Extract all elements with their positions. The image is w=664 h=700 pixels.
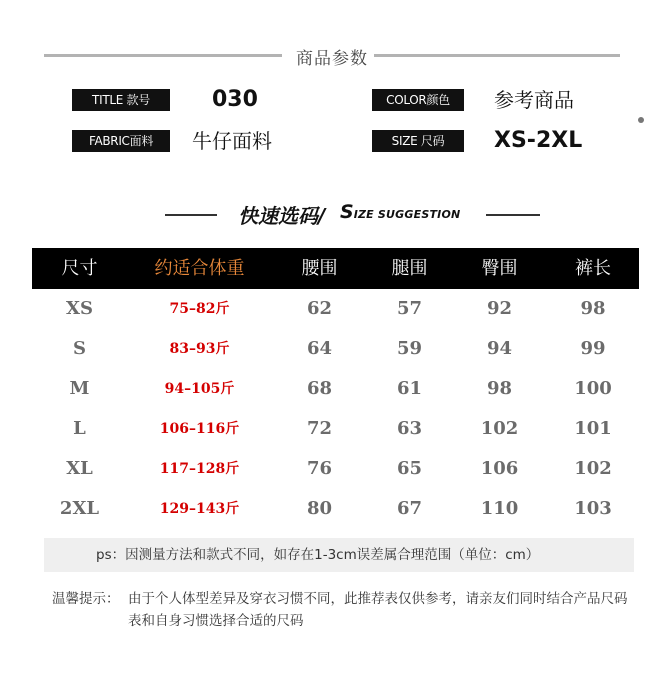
cell-waist: 76 <box>306 458 333 479</box>
cell-size: M <box>69 378 90 399</box>
cell-length: 101 <box>574 418 612 439</box>
cell-hip: 102 <box>480 418 519 439</box>
cell-length: 99 <box>580 338 606 359</box>
cell-weight: 75–82斤 <box>169 301 230 317</box>
color-tag: COLOR颜色 <box>372 89 464 111</box>
title-english <box>340 201 460 223</box>
cell-length: 100 <box>574 378 612 399</box>
cell-length: 102 <box>574 458 612 479</box>
cell-hip: 98 <box>486 378 513 399</box>
cell-thigh: 61 <box>396 378 423 399</box>
header-thigh: 腿围 <box>391 258 428 279</box>
cell-waist: 62 <box>306 298 333 319</box>
cell-length: 98 <box>580 298 606 319</box>
cell-waist: 80 <box>306 498 333 519</box>
cell-weight: 129–143斤 <box>159 501 240 517</box>
title-chinese: 快速选码/ <box>238 204 326 228</box>
cell-size: XL <box>66 458 93 479</box>
cell-thigh: 57 <box>396 298 423 319</box>
title-tag: TITLE 款号 <box>72 89 170 111</box>
table-row <box>32 409 639 449</box>
product-params-heading <box>44 44 620 69</box>
color-value: 参考商品 <box>494 88 574 112</box>
cell-hip: 110 <box>480 498 519 519</box>
fabric-tag: FABRIC面料 <box>72 130 170 152</box>
cell-waist: 68 <box>306 378 333 399</box>
title-dash <box>165 214 217 216</box>
header-weight: 约适合体重 <box>154 258 245 279</box>
size-suggestion-title <box>0 198 664 232</box>
cell-thigh: 67 <box>396 498 423 519</box>
table-row <box>32 289 639 329</box>
table-row <box>32 329 639 369</box>
cell-weight: 94–105斤 <box>164 381 235 397</box>
cell-size: S <box>73 338 86 359</box>
cell-thigh: 59 <box>396 338 423 359</box>
divider-line <box>374 54 620 57</box>
decorative-dot <box>638 117 644 123</box>
cell-size: L <box>73 418 86 439</box>
cell-waist: 64 <box>306 338 333 359</box>
header-size: 尺寸 <box>61 258 98 279</box>
cell-thigh: 65 <box>396 458 423 479</box>
title-english-initial: S <box>340 201 354 223</box>
measurement-note: ps：因测量方法和款式不同，如存在1-3cm误差属合理范围（单位：cm） <box>44 538 634 572</box>
cell-waist: 72 <box>306 418 333 439</box>
table-row <box>32 449 639 489</box>
size-tag: SIZE 尺码 <box>372 130 464 152</box>
title-value: 030 <box>212 87 258 112</box>
warm-tip <box>52 588 632 632</box>
cell-hip: 92 <box>486 298 513 319</box>
cell-hip: 94 <box>486 338 513 359</box>
cell-weight: 106–116斤 <box>159 421 240 437</box>
header-waist: 腰围 <box>301 258 338 279</box>
tip-label: 温馨提示： <box>52 591 120 607</box>
header-length: 裤长 <box>575 258 611 279</box>
cell-hip: 106 <box>480 458 519 479</box>
header-hip: 臀围 <box>481 258 518 279</box>
title-english-rest: IZE SUGGESTION <box>353 208 461 221</box>
title-dash <box>486 214 540 216</box>
table-row <box>32 489 639 529</box>
cell-weight: 117–128斤 <box>159 461 240 477</box>
table-row <box>32 369 639 409</box>
cell-thigh: 63 <box>396 418 423 439</box>
size-value: XS-2XL <box>494 128 583 153</box>
tip-body: 由于个人体型差异及穿衣习惯不同，此推荐表仅供参考，请亲友们同时结合产品尺码表和自身习惯选择合适的尺码 <box>128 591 628 629</box>
section-title: 商品参数 <box>296 49 368 69</box>
cell-length: 103 <box>574 498 612 519</box>
cell-size: 2XL <box>59 498 100 519</box>
cell-size: XS <box>66 298 93 319</box>
fabric-value: 牛仔面料 <box>192 129 272 153</box>
size-table-header <box>32 248 639 289</box>
cell-weight: 83–93斤 <box>169 341 230 357</box>
